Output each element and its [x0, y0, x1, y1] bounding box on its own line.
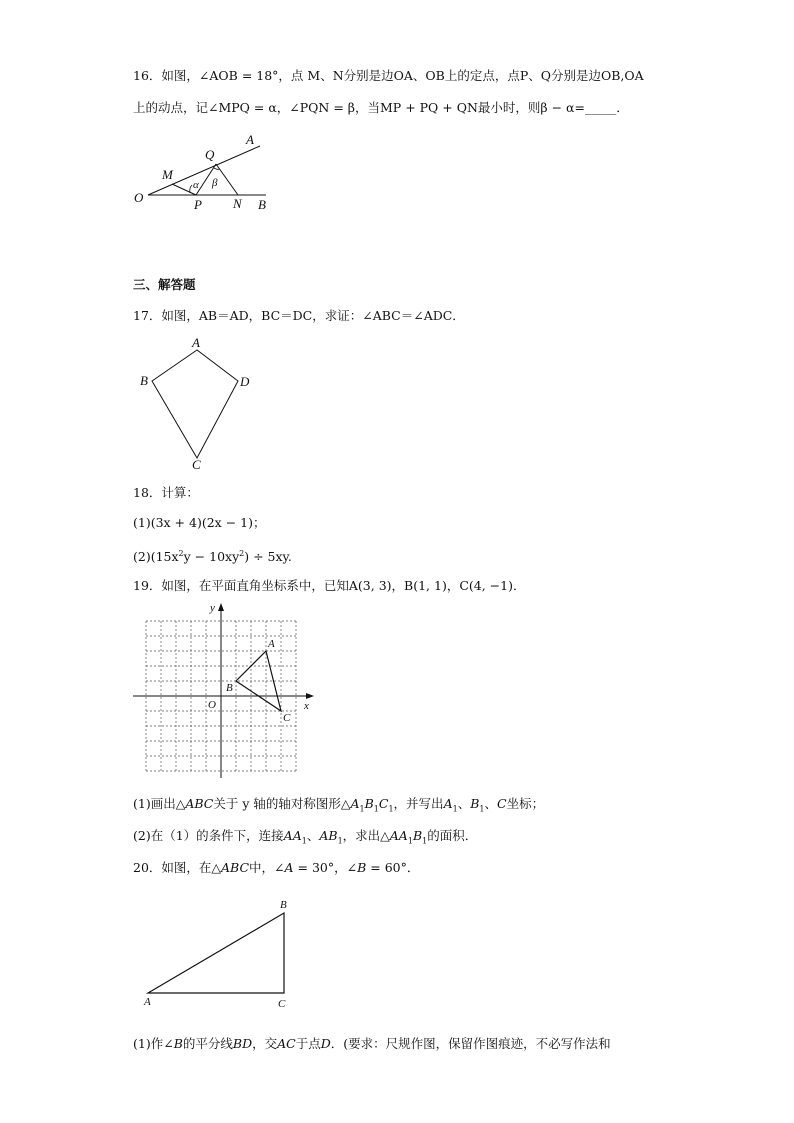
angle-alpha-arc: [190, 185, 192, 193]
q16-figure: [128, 128, 278, 218]
label-b: B: [258, 197, 266, 212]
label-beta: β: [212, 177, 218, 189]
point-label-b: B: [226, 682, 233, 694]
label-c: C: [278, 998, 286, 1010]
label-a: A: [144, 996, 151, 1008]
label-n: N: [233, 196, 242, 211]
label-c: C: [192, 457, 201, 472]
q19-part2: (2)在（1）的条件下，连接$AA_1$、$AB_1$，求出$\triangle AA_1B_1$的面积．: [133, 828, 478, 846]
q18-part1: (1)(3x + 4)(2x − 1)；: [133, 515, 266, 530]
q20-text: 20．如图，在△ABC中，∠A = 30°，∠B = 60°．: [133, 860, 420, 875]
label-a: A: [192, 335, 200, 350]
q19-coordinate-figure: [128, 600, 328, 780]
q18-text: 18．计算：: [133, 485, 199, 500]
axis-label-y: y: [210, 602, 215, 614]
section-title: 三、解答题: [133, 277, 196, 292]
y-axis-arrow: [218, 603, 224, 611]
axis-label-x: x: [304, 700, 309, 712]
q17-text: 17．如图，AB＝AD，BC＝DC，求证：∠ABC＝∠ADC．: [133, 308, 465, 323]
label-m: M: [162, 167, 173, 182]
q18-part2: $(2)(15x^2y - 10xy^2) \div 5xy$.: [133, 549, 292, 565]
q17-figure: [130, 332, 260, 477]
q16-line2: 上的动点，记∠MPQ = α，∠PQN = β，当MP + PQ + QN最小时，则β − α=_____．: [133, 100, 629, 115]
point-label-a: A: [268, 638, 275, 650]
quadrilateral-abcd: [152, 350, 238, 458]
label-o: O: [134, 190, 144, 205]
q16-line1: 16．如图，∠AOB = 18°，点 M、N分别是边OA、OB上的定点，点P、Q分别是边OB,OA: [133, 68, 644, 83]
label-b: B: [140, 373, 148, 388]
x-axis-arrow: [306, 693, 314, 699]
origin-label: O: [208, 699, 216, 711]
triangle-abc: [148, 913, 284, 993]
q19-part1: (1)画出△ABC关于 y 轴的轴对称图形$\triangle A_1B_1C_1$，并写出$A_1$、$B_1$、C坐标；: [133, 796, 545, 814]
q19-text: 19．如图，在平面直角坐标系中，已知A(3, 3)，B(1, 1)，C(4, −1)．: [133, 578, 526, 593]
label-a: A: [246, 132, 254, 147]
label-b: B: [280, 899, 287, 911]
label-d: D: [240, 374, 250, 389]
segment-qn: [216, 164, 238, 195]
label-p: P: [194, 197, 202, 212]
label-alpha: α: [193, 179, 199, 191]
q20-figure: [138, 895, 303, 1015]
point-label-c: C: [283, 712, 291, 724]
label-q: Q: [205, 147, 215, 162]
q20-part1: (1)作∠B的平分线BD，交AC于点D．(要求：尺规作图，保留作图痕迹，不必写作法和: [133, 1036, 611, 1051]
